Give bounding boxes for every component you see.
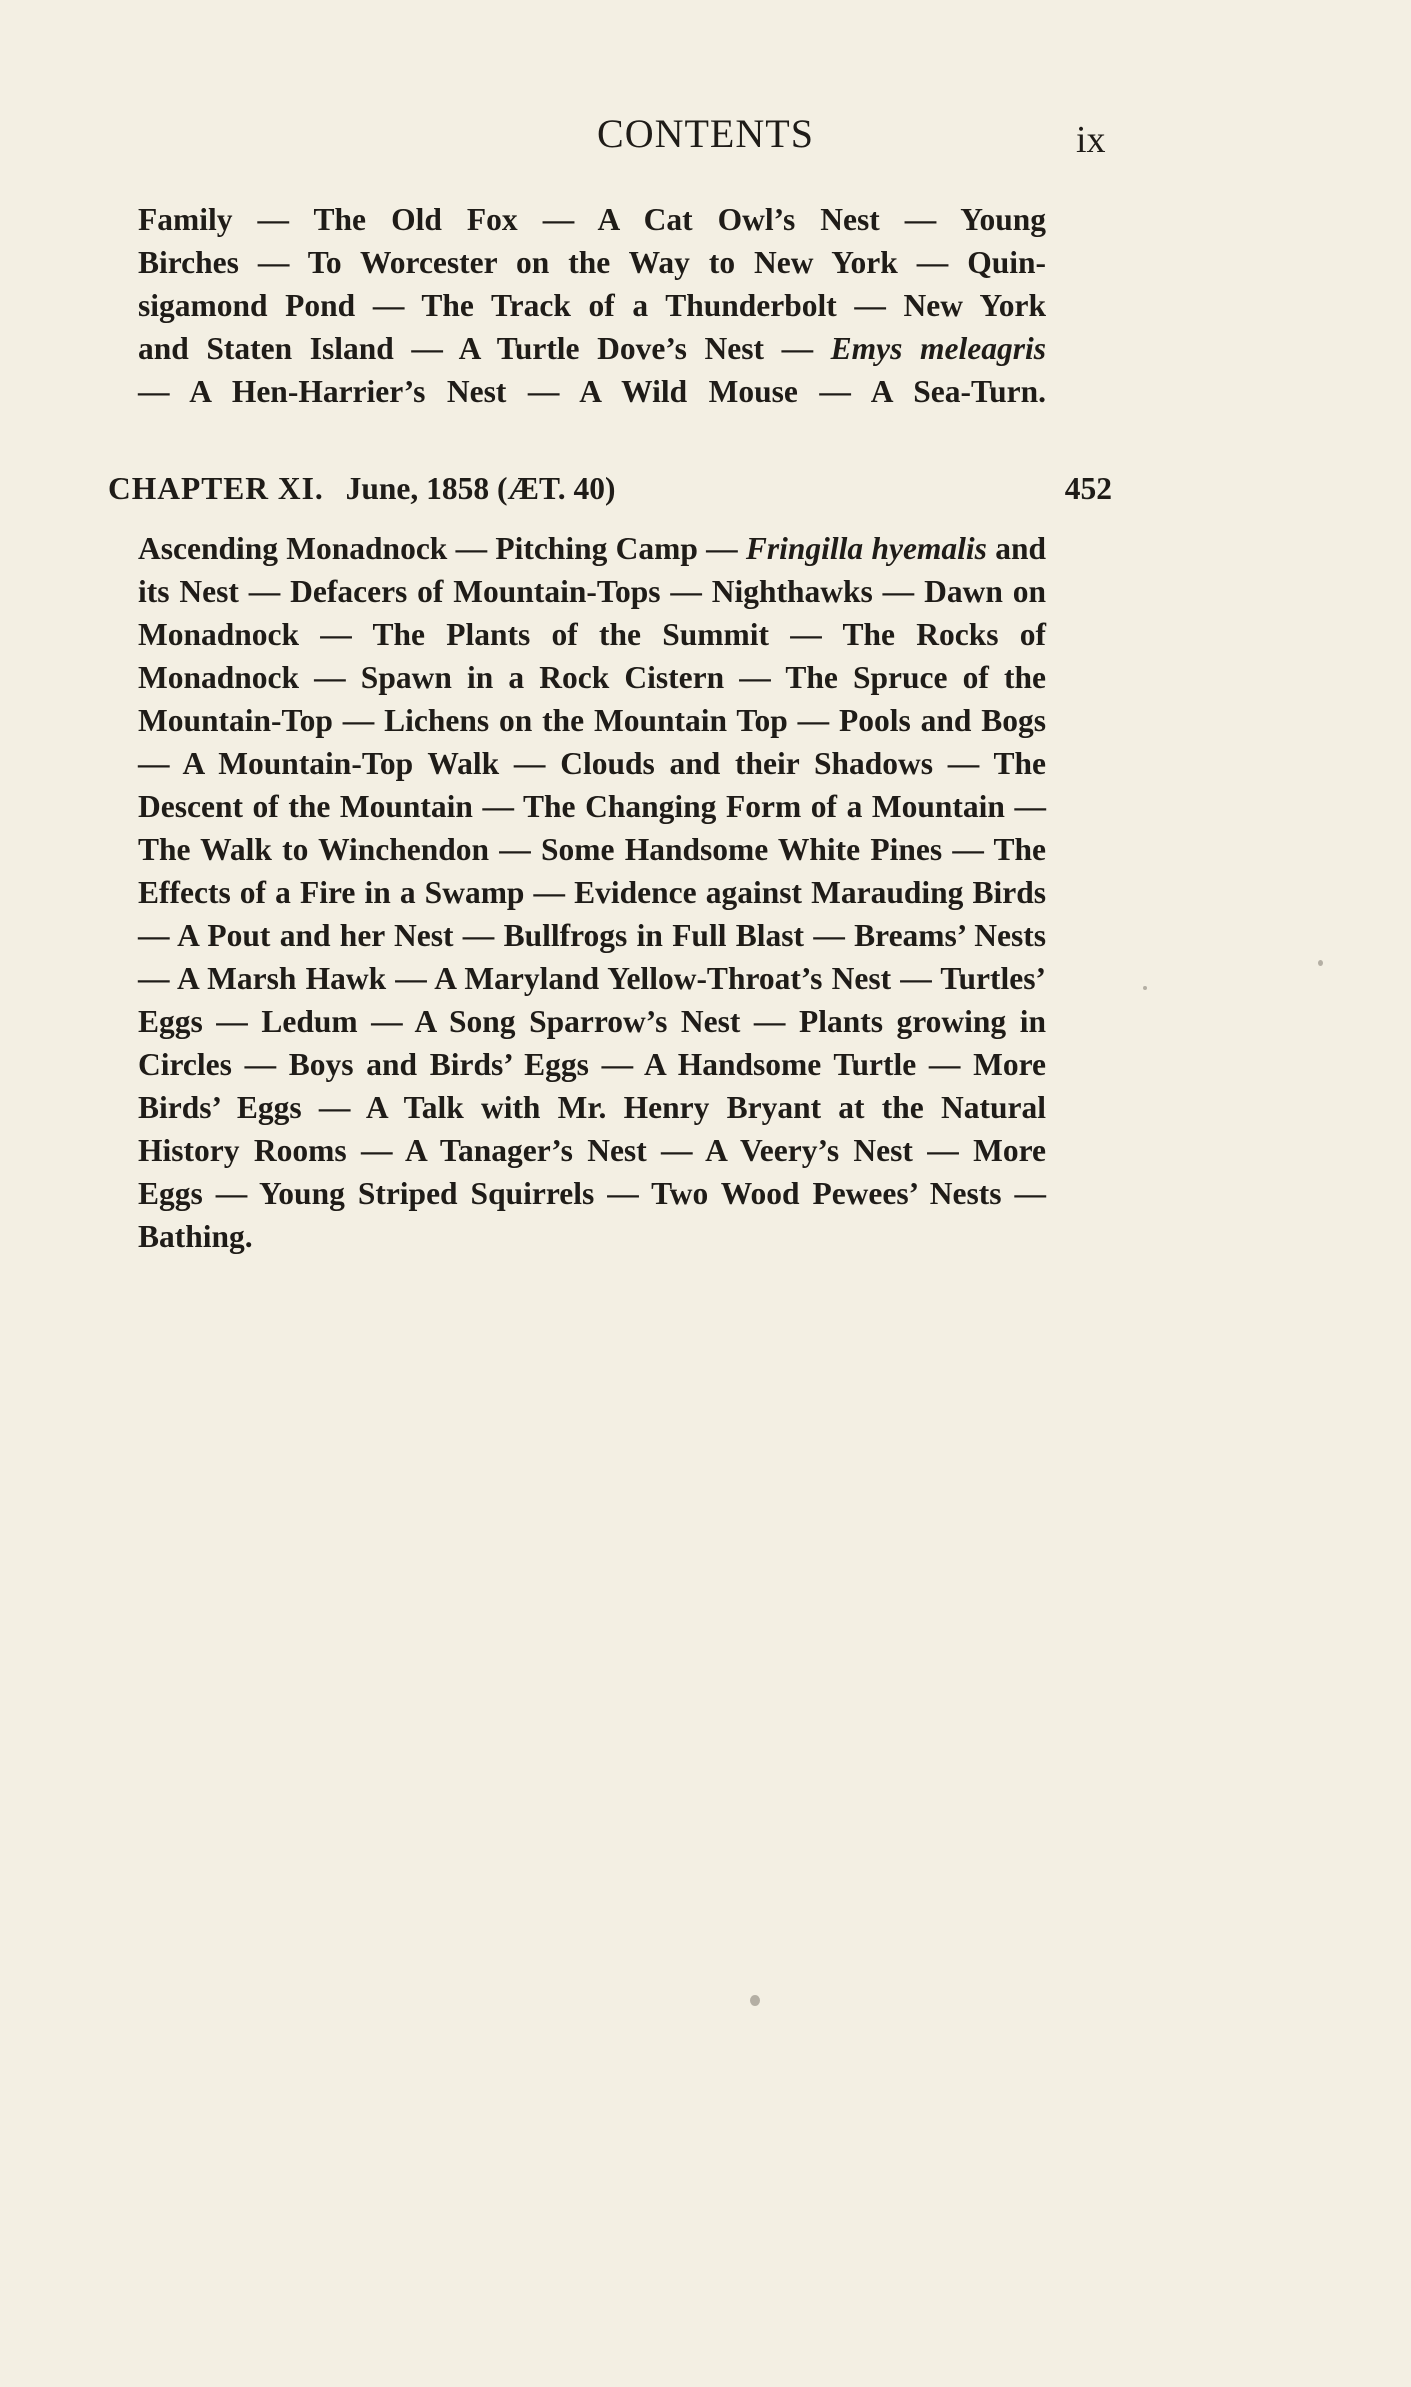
chapter-summary-rest: and its Nest — Defacers of Mountain-Tops — Nighthawks — Dawn on Monadnock — The Plants of the Summit — The Rocks of Monadnock — Spawn in a Rock Cistern — The Spruce of the Mountain-Top — Lichens on the Mountain Top — Pools and Bogs — A Mountain-Top Walk — Clouds and their Shadows — The Descent of the Mountain — The Changing Form of a Mountain — The Walk to Winchendon — Some Handsome White Pines — The Effects of a Fire in a Swamp — Evidence against Marauding Birds — A Pout and her Nest — Bullfrogs in Full Blast — Breams’ Nests — A Marsh Hawk — A Maryland Yellow-Throat’s Nest — Turtles’ Eggs — Ledum — A Song Sparrow’s Nest — Plants growing in Circles — Boys and Birds’ Eggs — A Handsome Turtle — More Birds’ Eggs — A Talk with Mr. Henry Bryant at the Natural History Rooms — A Tanager’s Nest — A Veery’s Nest — More Eggs — Young Striped Squirrels — Two Wood Pewees’ Nests — Bathing. <box>138 531 1047 1254</box>
species-name-italic: Emys meleagris <box>830 331 1046 366</box>
chapter-label: CHAPTER XI. <box>108 471 324 506</box>
paper-speck <box>1143 986 1147 990</box>
continuation-line-5: — A Hen-Harrier’s Nest — A Wild Mouse — A Sea-Turn. <box>138 374 1046 409</box>
chapter-date: June, 1858 (ÆT. 40) <box>345 471 616 506</box>
chapter-summary <box>138 527 1046 1258</box>
paper-speck <box>750 1995 760 2006</box>
paper-speck <box>1318 960 1323 966</box>
page-number: ix <box>1076 119 1106 161</box>
continuation-line-2: Birches — To Worcester on the Way to New York — Quin- <box>138 245 1046 280</box>
chapter-summary-italic: Fringilla hyemalis <box>745 531 987 566</box>
continuation-line-4-text: and Staten Island — A Turtle Dove’s Nest — <box>138 331 831 366</box>
chapter-summary-start: Ascending Monadnock — Pitching Camp — <box>138 531 746 566</box>
continuation-line-3: sigamond Pond — The Track of a Thunderbolt — New York <box>138 288 1046 323</box>
running-head: CONTENTS <box>597 111 814 156</box>
continuation-line-4 <box>138 327 1046 370</box>
continuation-line-1: Family — The Old Fox — A Cat Owl’s Nest — Young <box>138 202 1046 237</box>
previous-chapter-continuation <box>138 198 1046 413</box>
chapter-page-number: 452 <box>1064 471 1112 506</box>
chapter-heading <box>108 471 1112 507</box>
